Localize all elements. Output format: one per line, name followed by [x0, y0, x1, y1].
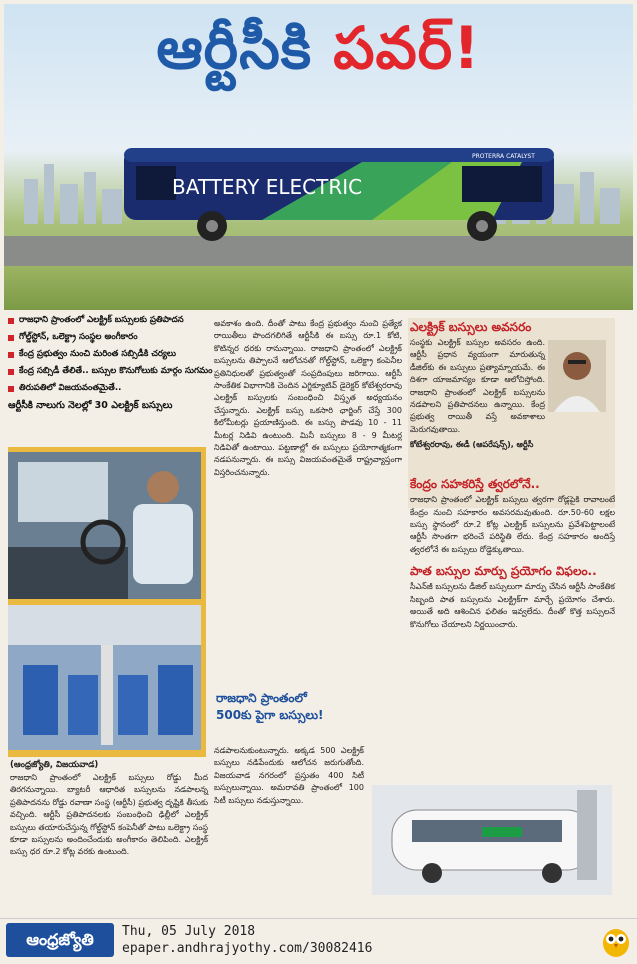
bus-label: BATTERY ELECTRIC [172, 175, 363, 199]
bullet-marker-icon [8, 352, 14, 358]
bullet-list [8, 314, 234, 413]
bullet-marker-icon [8, 369, 14, 375]
bullet-item: కేంద్ర ప్రభుత్వం నుంచి మరింత సబ్సిడీకి చర్యలు [8, 348, 234, 361]
subhead-center: కేంద్రం సహకరిస్తే త్వరలోనే.. [410, 477, 540, 492]
headline-part-2: పవర్! [333, 14, 481, 82]
official-portrait [548, 340, 606, 412]
pull-quote [216, 690, 366, 740]
electric-bus-photo [372, 785, 612, 895]
bus-driver-photo [8, 452, 201, 599]
epaper-url[interactable]: epaper.andhrajyothy.com/30082416 [122, 941, 373, 956]
publication-logo: ఆంధ్రజ్యోతి [6, 923, 114, 957]
pull-quote-line-1: రాజధాని ప్రాంతంలో [216, 691, 307, 705]
bullet-item: కేంద్ర సబ్సిడీ తేలితే.. బస్సుల కొనుగోలుకు మార్గం సుగమం [8, 365, 234, 378]
bullet-marker-icon [8, 335, 14, 341]
headline-part-1: ఆర్టీసీకి [156, 14, 313, 82]
owl-mascot-icon [601, 924, 631, 958]
right-text-3: సీఎన్‌జీ బస్సులను డీజిల్ బస్సులుగా మార్పు చేసిన ఆర్టీసీ సాంకేతిక సిబ్బంది పాత బస్సులను ఎలక్ట్రిక్‌గా మార్చే ప్రయోగం చేశారు. అయితే అది ఆశించిన ఫలితం ఇవ్వలేదు. దీంతో కొత్త బస్సులనే కొనుగోలు చేయాలని నిర్ణయించారు. [410, 582, 615, 629]
bus-interior-photo [8, 605, 201, 750]
bullet-highlight: ఆర్టీసీకి నాలుగు నెలల్లో 30 ఎలక్ట్రిక్ బస్సులు [8, 400, 173, 411]
electric-bus-illustration [122, 142, 558, 242]
portrait-caption: కోటేశ్వరరావు, ఈడీ (ఆపరేషన్స్), ఆర్టీసీ [410, 440, 534, 450]
grass [4, 266, 633, 310]
subhead-old-buses: పాత బస్సుల మార్పు ప్రయోగం విఫలం.. [410, 564, 597, 579]
bullet-item: గోల్డ్‌స్టోన్, ఒలెక్ట్రా సంస్థల అంగీకారం [8, 331, 234, 344]
subhead-need: ఎలక్ట్రిక్ బస్సులు అవసరం [410, 320, 532, 334]
bullet-item: రాజధాని ప్రాంతంలో ఎలక్ట్రిక్ బస్సులకు ప్రతిపాదన [8, 314, 234, 327]
edition-date: Thu, 05 July 2018 [122, 924, 256, 939]
article-text-left: రాజధాని ప్రాంతంలో ఎలక్ట్రిక్ బస్సులు రోడ్డు మీద తిరగనున్నాయి. బ్యాటరీ ఆధారిత బస్సులను నడపాలన్న ప్రతిపాదనను రోడ్డు రవాణా సంస్థ (ఆర్టీసీ) ప్రభుత్వ దృష్టికి తీసుకు వచ్చింది. ఆర్టీసీ ప్రతిపాదనలకు సంబంధించి ఢిల్లీలో ఎలక్ట్రిక్ బస్సులు తయారుచేస్తున్న గోల్డ్‌స్టోన్ కంపెనీతో పాటు ఒలెక్ట్రా సంస్థ కూడా బస్సులను అందించేందుకు అంగీకారం తెలిపింది. ఎలక్ట్రిక్ బస్సు ధర రూ.2 కోట్ల వరకు ఉంటుంది. [10, 773, 208, 857]
dateline: (ఆంధ్రజ్యోతి, విజయవాడ) [10, 760, 99, 770]
headline [4, 14, 633, 97]
article-text-middle: అవకాశం ఉంది. దీంతో పాటు కేంద్ర ప్రభుత్వం నుంచి ప్రత్యేక రాయితీలు పొందగలిగితే ఆర్టీసీకి ఈ బస్సు రూ.1 కోటి, కొటిన్నర ధరకు రానున్నాయి. రాజధాని ప్రాంతంలో ఎలక్ట్రిక్ బస్సులను తిప్పాలనే ఆలోచనతో గోల్డ్‌స్టోన్, ఒలెక్ట్రా కంపెనీల ప్రతినిధులతో ప్రభుత్వంతో సంప్రదింపులు జరిగాయి. ఆర్టీసీ సాంకేతిక విభాగానికి చెందిన ఎగ్జిక్యూటివ్ డైరెక్టర్ కోటేశ్వరరావు ఎలక్ట్రిక్ బస్సులకు సంబంధించి విస్తృత అధ్యయనం చేస్తున్నారు. ఎలక్ట్రిక్ బస్సు ఒకసారి ఛార్జింగ్ చేస్తే 300 కిలోమీటర్లు ప్రయాణిస్తుంది. ఈ బస్సు పొడవు 10 - 11 మీటర్ల నిడివి ఉంటుంది. మినీ బస్సులు 8 - 9 మీటర్ల నిడివితో ఉంటాయి. పట్టణాల్లో ఈ బస్సులు ప్రయోగాత్మకంగా నడపనున్నారు. ఈ బస్సు విజయవంతమైతే రాష్ట్రవ్యాప్తంగా విస్తరించనున్నారు. [214, 319, 402, 477]
pull-quote-line-2: 500కు పైగా బస్సులు! [216, 708, 324, 722]
hero-image [4, 4, 633, 310]
right-text-1: సంస్థకు ఎలక్ట్రిక్ బస్సుల అవసరం ఉంది. ఆర్టీసీ ప్రధాన వ్యయంగా మారుతున్న డీజిల్‌కు ఈ బస్సులు ప్రత్యామ్నాయమే. ఈ దిశగా యాజమాన్యం కూడా ఆలోచిస్తోంది. రాజధాని ప్రాంతంలో ఎలక్ట్రిక్ బస్సులను నడపాలని ప్రతిపాదనలు ఉన్నాయి. కేంద్ర ప్రభుత్వ రాయితీ వస్తే అవకాశాలు మెరుగవుతాయి. [410, 338, 545, 434]
right-text-2: రాజధాని ప్రాంతంలో ఎలక్ట్రిక్ బస్సులు త్వరగా రోడ్లపైకి రావాలంటే కేంద్రం నుంచి సహకారం అవసరమవుతుంది. రూ.50-60 లక్షల బస్సు స్థానంలో రూ.2 కోట్ల ఎలక్ట్రిక్ బస్సులను ప్రవేశపెట్టాలంటే ఆర్టీసీ సొంతగా భరించే పరిస్థితి లేదు. కేంద్ర సహకారం అందిస్తే త్వరలోనే ఈ బస్సులు రోడ్డెక్కుతాయి. [410, 495, 615, 554]
bullet-marker-icon [8, 318, 14, 324]
bus-brand: PROTERRA CATALYST [472, 153, 535, 160]
bullet-marker-icon [8, 386, 14, 392]
article-text-middle-bottom: నడపాలనుకుంటున్నారు. అక్కడ 500 ఎలక్ట్రిక్ బస్సులు నడిపేందుకు ఆలోచన జరుగుతోంది. విజయవాడ నగరంలో ప్రస్తుతం 400 సిటీ బస్సులున్నాయి. అమరావతి ప్రాంతంలో 100 సిటీ బస్సులు నడుస్తున్నాయి. [214, 746, 364, 805]
bullet-item: తిరుపతిలో విజయవంతమైతే.. [8, 382, 234, 395]
